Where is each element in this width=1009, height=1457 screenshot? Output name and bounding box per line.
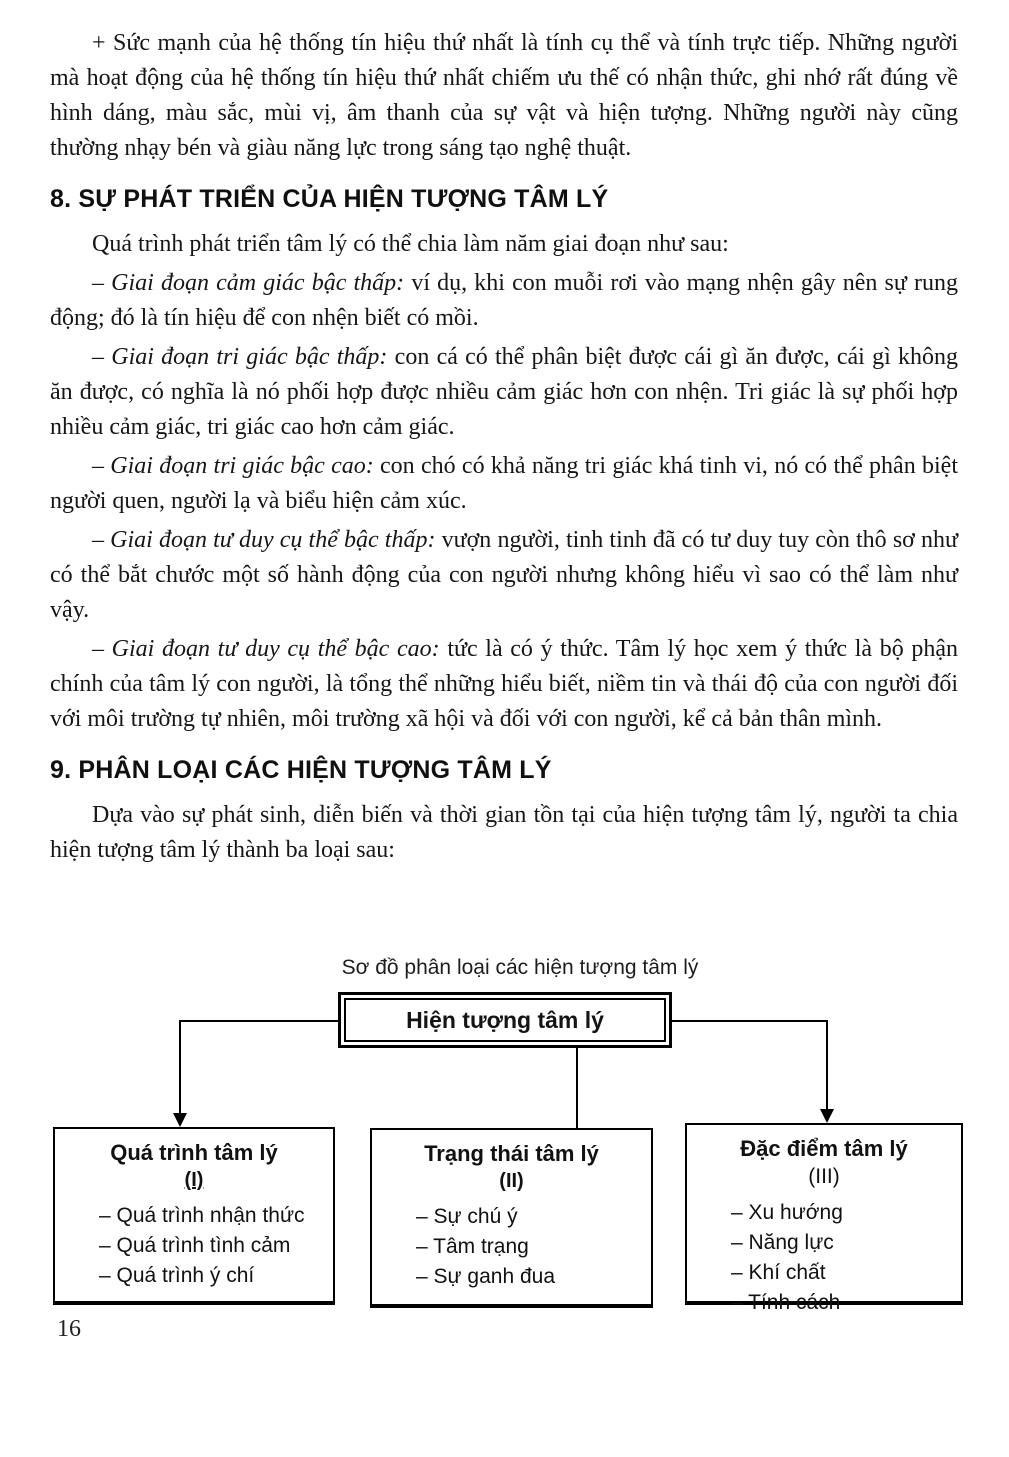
diagram-root-box <box>338 992 672 1048</box>
list-item: – Xu hướng <box>731 1201 843 1224</box>
list-item: – Sự chú ý <box>416 1205 518 1228</box>
list-item: – Sự ganh đua <box>416 1265 556 1288</box>
text-column <box>50 22 958 872</box>
diagram-box-trang-thai-tam-ly <box>370 1128 653 1308</box>
box-title: Trạng thái tâm lý <box>424 1141 599 1166</box>
box-item-list <box>55 1201 333 1291</box>
box-numeral: (III) <box>808 1165 840 1188</box>
box-item-list <box>687 1198 961 1318</box>
section-8-heading: 8. SỰ PHÁT TRIỂN CỦA HIỆN TƯỢNG TÂM LÝ <box>50 185 609 213</box>
stage-paragraph <box>50 632 958 737</box>
stage-text: vượn người, tinh tinh đã có tư duy tuy còn thô sơ như có thể bắt chước một số hành động của con người nhưng không hiểu vì sao có thể làm như vậy. <box>50 527 958 623</box>
stage-paragraph <box>50 266 958 336</box>
diagram-caption: Sơ đồ phân loại các hiện tượng tâm lý <box>341 956 699 979</box>
box-item-list <box>372 1202 651 1292</box>
stage-lead: – Giai đoạn tư duy cụ thể bậc cao: <box>92 636 440 662</box>
stage-paragraph <box>50 449 958 519</box>
stage-paragraph <box>50 523 958 628</box>
list-item: – Quá trình tình cảm <box>99 1234 291 1257</box>
stage-lead: – Giai đoạn tri giác bậc thấp: <box>92 344 388 370</box>
stage-lead: – Giai đoạn tri giác bậc cao: <box>92 453 374 479</box>
list-item: – Quá trình ý chí <box>99 1264 255 1287</box>
page-number: 16 <box>57 1316 81 1342</box>
intro-paragraph: + Sức mạnh của hệ thống tín hiệu thứ nhất là tính cụ thể và tính trực tiếp. Những người mà hoạt động của hệ thống tín hiệu thứ nhất chiếm ưu thế có nhận thức, ghi nhớ rất đúng về hình dáng, màu sắc, mùi vị, âm thanh của sự vật và hiện tượng. Những người này cũng thường nhạy bén và giàu năng lực trong sáng tạo nghệ thuật. <box>50 30 958 161</box>
section-9-heading: 9. PHÂN LOẠI CÁC HIỆN TƯỢNG TÂM LÝ <box>50 756 552 784</box>
box-title: Đặc điểm tâm lý <box>740 1136 908 1161</box>
diagram-box-qua-trinh-tam-ly <box>53 1127 335 1305</box>
box-numeral: (I) <box>184 1169 204 1191</box>
box-title: Quá trình tâm lý <box>110 1140 278 1165</box>
box-numeral: (II) <box>499 1170 524 1192</box>
list-item: – Tính cách <box>731 1291 841 1314</box>
diagram-box-dac-diem-tam-ly <box>685 1123 963 1314</box>
stage-text: tức là có ý thức. Tâm lý học xem ý thức là bộ phận chính của tâm lý con người, là tổng thể những hiểu biết, niềm tin và thái độ của con người đối với môi trường tự nhiên, môi trường xã hội và đối với con người, kể cả bản thân mình. <box>50 636 959 732</box>
list-item: – Khí chất <box>731 1261 826 1284</box>
stage-paragraph <box>50 340 958 445</box>
stage-lead: – Giai đoạn tư duy cụ thể bậc thấp: <box>92 527 436 553</box>
list-item: – Năng lực <box>731 1231 834 1254</box>
list-item: – Tâm trạng <box>416 1235 529 1258</box>
list-item: – Quá trình nhận thức <box>99 1204 305 1227</box>
section-8-intro-paragraph: Quá trình phát triển tâm lý có thể chia làm năm giai đoạn như sau: <box>92 231 729 257</box>
stage-text: con chó có khả năng tri giác khá tinh vi, nó có thể phân biệt người quen, người lạ và biểu hiện cảm xúc. <box>50 453 958 514</box>
section-9-intro-paragraph: Dựa vào sự phát sinh, diễn biến và thời gian tồn tại của hiện tượng tâm lý, người ta chia hiện tượng tâm lý thành ba loại sau: <box>50 802 958 863</box>
stage-text: ví dụ, khi con muỗi rơi vào mạng nhện gây nên sự rung động; đó là tín hiệu để con nhện biết có mồi. <box>50 270 958 331</box>
diagram-root-label: Hiện tượng tâm lý <box>344 998 666 1042</box>
stage-lead: – Giai đoạn cảm giác bậc thấp: <box>92 270 405 296</box>
stage-text: con cá có thể phân biệt được cái gì ăn được, cái gì không ăn được, có nghĩa là nó phối hợp được nhiều cảm giác hơn con nhện. Tri giác là sự phối hợp nhiều cảm giác, tri giác cao hơn cảm giác. <box>50 344 958 440</box>
